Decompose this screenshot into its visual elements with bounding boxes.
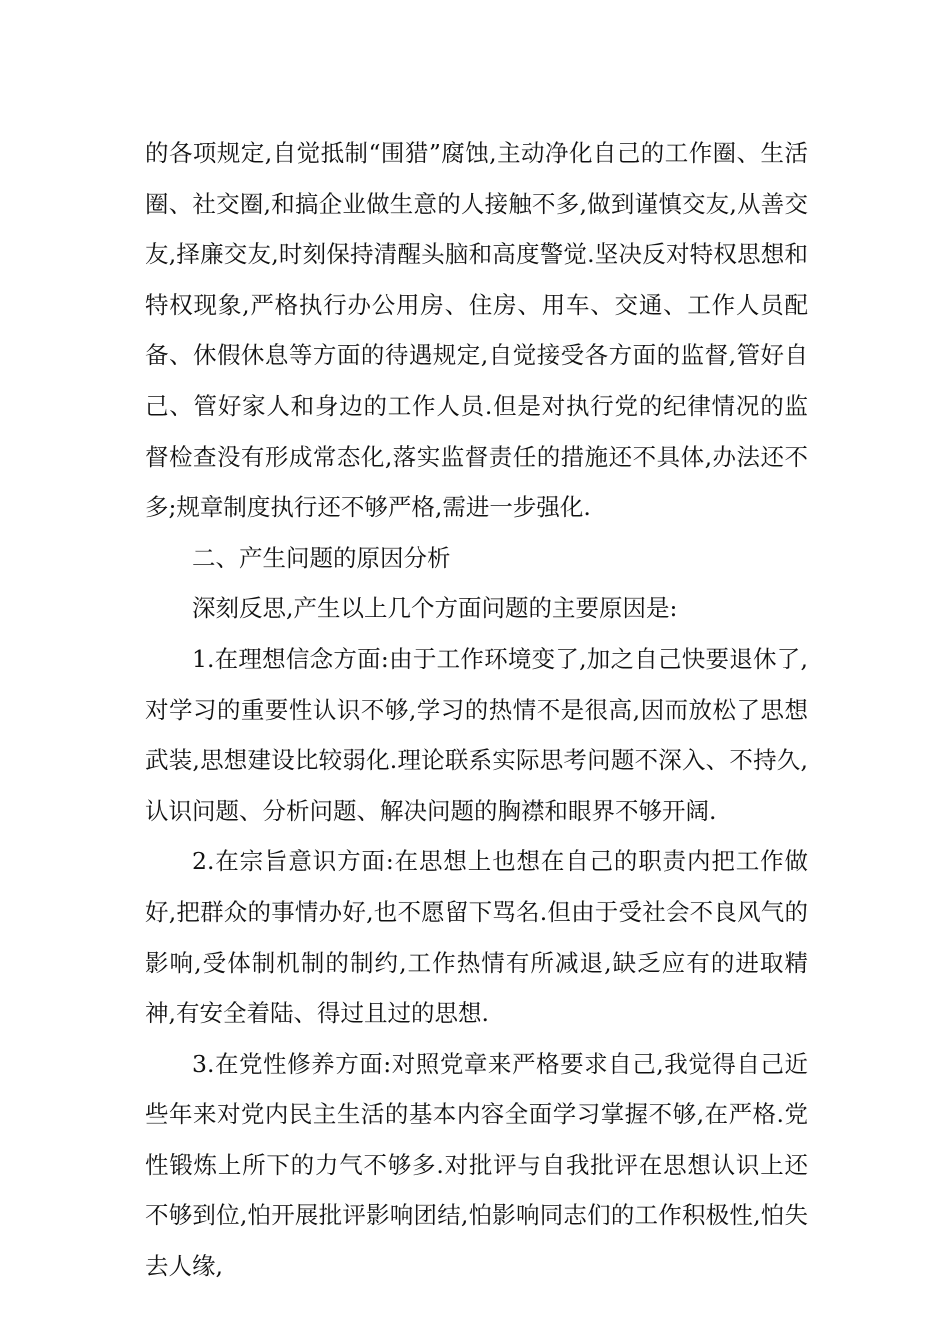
paragraph-ideals-beliefs: 1.在理想信念方面:由于工作环境变了,加之自己快要退休了,对学习的重要性认识不够,学习的热情不是很高,因而放松了思想武装,思想建设比较弱化.理论联系实际思考问题不深入、不持久,认识问题、分析问题、解决问题的胸襟和眼界不够开阔.	[145, 644, 808, 825]
paragraph-discipline-continued: 的各项规定,自觉抵制“围猎”腐蚀,主动净化自己的工作圈、生活圈、社交圈,和搞企业做生意的人接触不多,做到谨慎交友,从善交友,择廉交友,时刻保持清醒头脑和高度警觉.坚决反对特权思想和特权现象,严格执行办公用房、住房、用车、交通、工作人员配备、休假休息等方面的待遇规定,自觉接受各方面的监督,管好自己、管好家人和身边的工作人员.但是对执行党的纪律情况的监督检查没有形成常态化,落实监督责任的措施还不具体,办法还不多;规章制度执行还不够严格,需进一步强化.	[145, 139, 808, 522]
section-heading-cause-analysis: 二、产生问题的原因分析	[192, 543, 451, 572]
paragraph-purpose-awareness: 2.在宗旨意识方面:在思想上也想在自己的职责内把工作做好,把群众的事情办好,也不愿留下骂名.但由于受社会不良风气的影响,受体制机制的制约,工作热情有所减退,缺乏应有的进取精神,有安全着陆、得过且过的思想.	[145, 847, 808, 1028]
document-body	[145, 128, 808, 1292]
paragraph-party-spirit: 3.在党性修养方面:对照党章来严格要求自己,我觉得自己近些年来对党内民主生活的基本内容全面学习掌握不够,在严格.党性锻炼上所下的力气不够多.对批评与自我批评在思想认识上还不够到位,怕开展批评影响团结,怕影响同志们的工作积极性,怕失去人缘,	[145, 1049, 808, 1281]
paragraph-reflection-intro: 深刻反思,产生以上几个方面问题的主要原因是:	[192, 594, 678, 623]
